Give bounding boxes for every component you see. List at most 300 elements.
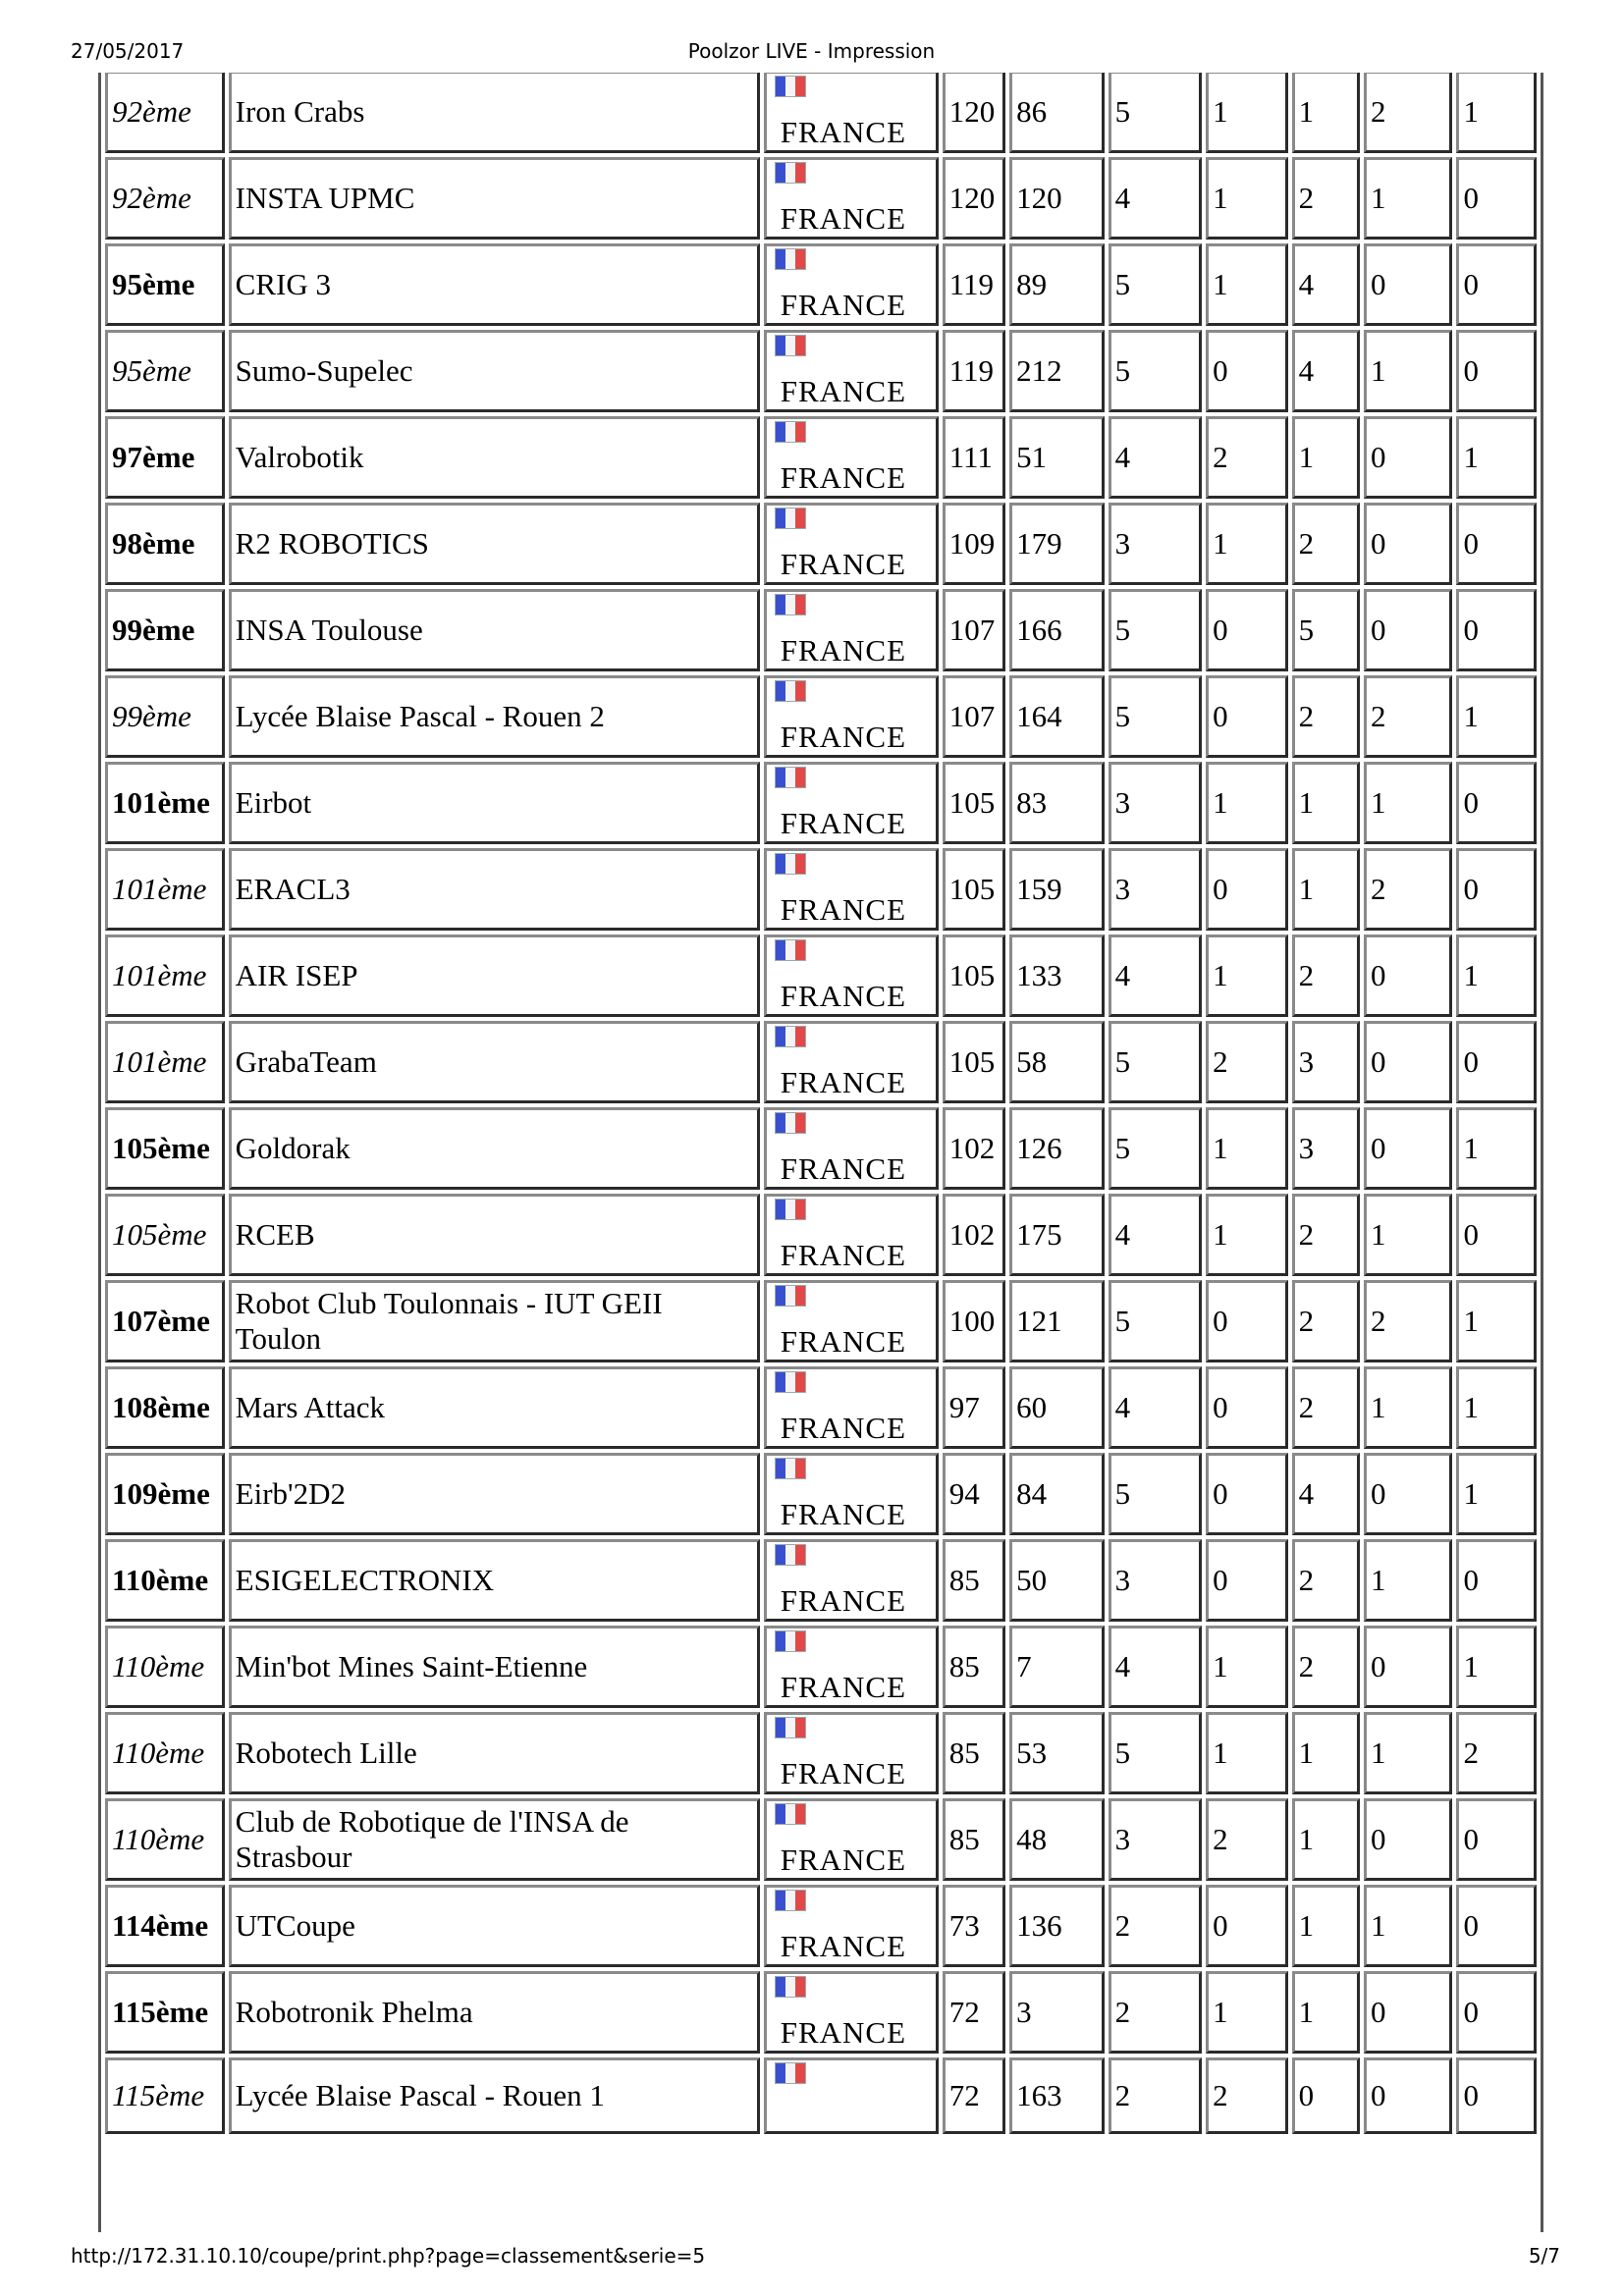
score-cell: 100 — [943, 1280, 1005, 1362]
score-cell: 1 — [1292, 416, 1360, 499]
team-name-cell: CRIG 3 — [229, 243, 760, 326]
table-row — [105, 762, 1537, 844]
score-cell: 2 — [1206, 2057, 1287, 2134]
rank-cell: 105ème — [105, 1194, 225, 1276]
rank-cell: 101ème — [105, 762, 225, 844]
country-label: FRANCE — [780, 1583, 907, 1618]
country-cell — [764, 503, 939, 585]
score-cell: 4 — [1292, 1453, 1360, 1535]
france-flag-icon — [775, 1199, 806, 1220]
rank-cell: 115ème — [105, 1971, 225, 2054]
team-name-cell: Iron Crabs — [229, 73, 760, 153]
table-row — [105, 330, 1537, 412]
table-row — [105, 1280, 1537, 1362]
country-cell — [764, 848, 939, 931]
country-label: FRANCE — [780, 1670, 907, 1704]
rank-cell: 109ème — [105, 1453, 225, 1535]
score-cell: 1 — [1364, 762, 1453, 844]
score-cell: 1 — [1364, 1194, 1453, 1276]
score-cell: 48 — [1009, 1798, 1105, 1881]
table-row — [105, 1885, 1537, 1967]
score-cell: 2 — [1109, 1885, 1203, 1967]
score-cell: 0 — [1456, 157, 1537, 240]
france-flag-icon — [775, 1285, 806, 1307]
score-cell: 1 — [1292, 1971, 1360, 2054]
score-cell: 159 — [1009, 848, 1105, 931]
rank-cell: 95ème — [105, 330, 225, 412]
score-cell: 0 — [1206, 1366, 1287, 1449]
score-cell: 1 — [1456, 1626, 1537, 1708]
team-name-cell: INSTA UPMC — [229, 157, 760, 240]
rank-cell: 107ème — [105, 1280, 225, 1362]
score-cell: 163 — [1009, 2057, 1105, 2134]
score-cell: 1 — [1456, 1107, 1537, 1190]
score-cell: 4 — [1109, 416, 1203, 499]
score-cell: 5 — [1109, 330, 1203, 412]
table-row — [105, 1539, 1537, 1622]
score-cell: 60 — [1009, 1366, 1105, 1449]
score-cell: 105 — [943, 1021, 1005, 1103]
country-cell — [764, 243, 939, 326]
france-flag-icon — [775, 853, 806, 875]
score-cell: 1 — [1206, 503, 1287, 585]
score-cell: 1 — [1206, 1107, 1287, 1190]
country-label: FRANCE — [780, 1756, 907, 1790]
score-cell: 1 — [1364, 157, 1453, 240]
print-header — [0, 39, 1623, 69]
team-name-cell: Robotech Lille — [229, 1712, 760, 1794]
team-name-cell: Sumo-Supelec — [229, 330, 760, 412]
table-row — [105, 503, 1537, 585]
team-name-cell: Club de Robotique de l'INSA de Strasbour — [229, 1798, 760, 1881]
score-cell: 107 — [943, 589, 1005, 671]
score-cell: 2 — [1292, 1194, 1360, 1276]
team-name-cell: Lycée Blaise Pascal - Rouen 2 — [229, 675, 760, 758]
score-cell: 5 — [1109, 73, 1203, 153]
table-row — [105, 1194, 1537, 1276]
score-cell: 166 — [1009, 589, 1105, 671]
team-name-cell: UTCoupe — [229, 1885, 760, 1967]
rank-cell: 95ème — [105, 243, 225, 326]
france-flag-icon — [775, 421, 806, 443]
score-cell: 0 — [1456, 1971, 1537, 2054]
score-cell: 4 — [1292, 330, 1360, 412]
score-cell: 1 — [1206, 1626, 1287, 1708]
france-flag-icon — [775, 1803, 806, 1825]
score-cell: 5 — [1109, 1712, 1203, 1794]
score-cell: 0 — [1292, 2057, 1360, 2134]
score-cell: 0 — [1456, 589, 1537, 671]
team-name-cell: INSA Toulouse — [229, 589, 760, 671]
score-cell: 2 — [1206, 1798, 1287, 1881]
table-row — [105, 1107, 1537, 1190]
country-label: FRANCE — [780, 1065, 907, 1099]
score-cell: 0 — [1364, 1798, 1453, 1881]
score-cell: 4 — [1109, 1194, 1203, 1276]
print-title: Poolzor LIVE - Impression — [687, 39, 936, 63]
table-row — [105, 1453, 1537, 1535]
team-name-cell: Mars Attack — [229, 1366, 760, 1449]
score-cell: 73 — [943, 1885, 1005, 1967]
page-number: 5/7 — [1528, 2244, 1560, 2268]
score-cell: 1 — [1292, 1798, 1360, 1881]
rank-cell: 92ème — [105, 73, 225, 153]
score-cell: 1 — [1292, 1712, 1360, 1794]
france-flag-icon — [775, 507, 806, 529]
country-cell — [764, 330, 939, 412]
score-cell: 2 — [1292, 1626, 1360, 1708]
france-flag-icon — [775, 335, 806, 356]
country-cell — [764, 1539, 939, 1622]
country-label: FRANCE — [780, 1497, 907, 1531]
score-cell: 1 — [1456, 1366, 1537, 1449]
country-cell — [764, 1021, 939, 1103]
score-cell: 0 — [1206, 1885, 1287, 1967]
score-cell: 2 — [1364, 1280, 1453, 1362]
score-cell: 5 — [1109, 1021, 1203, 1103]
table-row — [105, 675, 1537, 758]
score-cell: 1 — [1206, 762, 1287, 844]
score-cell: 1 — [1206, 73, 1287, 153]
score-cell: 51 — [1009, 416, 1105, 499]
score-cell: 0 — [1206, 675, 1287, 758]
country-cell — [764, 157, 939, 240]
score-cell: 85 — [943, 1798, 1005, 1881]
score-cell: 2 — [1364, 848, 1453, 931]
rank-cell: 110ème — [105, 1539, 225, 1622]
score-cell: 111 — [943, 416, 1005, 499]
score-cell: 1 — [1206, 1712, 1287, 1794]
score-cell: 83 — [1009, 762, 1105, 844]
country-label: FRANCE — [780, 1411, 907, 1445]
score-cell: 1 — [1206, 934, 1287, 1017]
score-cell: 119 — [943, 243, 1005, 326]
france-flag-icon — [775, 680, 806, 702]
print-footer — [0, 2244, 1623, 2273]
rank-cell: 99ème — [105, 589, 225, 671]
rank-cell: 101ème — [105, 848, 225, 931]
score-cell: 121 — [1009, 1280, 1105, 1362]
score-cell: 1 — [1456, 416, 1537, 499]
france-flag-icon — [775, 248, 806, 270]
table-row — [105, 243, 1537, 326]
score-cell: 120 — [943, 157, 1005, 240]
score-cell: 0 — [1456, 1539, 1537, 1622]
score-cell: 3 — [1109, 1798, 1203, 1881]
country-cell — [764, 589, 939, 671]
score-cell: 5 — [1109, 243, 1203, 326]
france-flag-icon — [775, 1026, 806, 1047]
team-name-cell: Robotronik Phelma — [229, 1971, 760, 2054]
france-flag-icon — [775, 162, 806, 184]
country-label: FRANCE — [780, 1929, 907, 1963]
score-cell: 0 — [1456, 1885, 1537, 1967]
country-label: FRANCE — [780, 806, 907, 840]
score-cell: 5 — [1109, 589, 1203, 671]
score-cell: 0 — [1364, 1021, 1453, 1103]
score-cell: 1 — [1292, 73, 1360, 153]
team-name-cell: ERACL3 — [229, 848, 760, 931]
score-cell: 84 — [1009, 1453, 1105, 1535]
team-name-cell: Goldorak — [229, 1107, 760, 1190]
rank-cell: 92ème — [105, 157, 225, 240]
rank-cell: 101ème — [105, 934, 225, 1017]
score-cell: 58 — [1009, 1021, 1105, 1103]
score-cell: 0 — [1364, 2057, 1453, 2134]
score-cell: 0 — [1456, 1798, 1537, 1881]
score-cell: 94 — [943, 1453, 1005, 1535]
country-label: FRANCE — [780, 115, 907, 149]
team-name-cell: Lycée Blaise Pascal - Rouen 1 — [229, 2057, 760, 2134]
score-cell: 97 — [943, 1366, 1005, 1449]
score-cell: 1 — [1206, 1971, 1287, 2054]
score-cell: 4 — [1109, 934, 1203, 1017]
rank-cell: 101ème — [105, 1021, 225, 1103]
score-cell: 107 — [943, 675, 1005, 758]
score-cell: 0 — [1364, 1626, 1453, 1708]
country-cell — [764, 73, 939, 153]
score-cell: 2 — [1206, 416, 1287, 499]
table-row — [105, 73, 1537, 153]
team-name-cell: Valrobotik — [229, 416, 760, 499]
country-cell — [764, 1971, 939, 2054]
score-cell: 2 — [1364, 73, 1453, 153]
country-label: FRANCE — [780, 720, 907, 754]
country-cell — [764, 1798, 939, 1881]
table-row — [105, 416, 1537, 499]
score-cell: 120 — [1009, 157, 1105, 240]
score-cell: 0 — [1206, 848, 1287, 931]
score-cell: 119 — [943, 330, 1005, 412]
score-cell: 3 — [1109, 762, 1203, 844]
score-cell: 0 — [1206, 1539, 1287, 1622]
page-url: http://172.31.10.10/coupe/print.php?page=classement&serie=5 — [71, 2244, 706, 2268]
score-cell: 175 — [1009, 1194, 1105, 1276]
score-cell: 2 — [1292, 675, 1360, 758]
france-flag-icon — [775, 1458, 806, 1479]
score-cell: 0 — [1364, 1971, 1453, 2054]
country-label: FRANCE — [780, 2015, 907, 2050]
score-cell: 0 — [1206, 1453, 1287, 1535]
score-cell: 0 — [1456, 848, 1537, 931]
country-label: FRANCE — [780, 288, 907, 322]
score-cell: 5 — [1109, 1107, 1203, 1190]
score-cell: 1 — [1206, 243, 1287, 326]
score-cell: 0 — [1206, 589, 1287, 671]
score-cell: 1 — [1456, 1453, 1537, 1535]
score-cell: 3 — [1109, 503, 1203, 585]
country-cell — [764, 934, 939, 1017]
table-row — [105, 1021, 1537, 1103]
table-row — [105, 1971, 1537, 2054]
score-cell: 102 — [943, 1107, 1005, 1190]
country-cell — [764, 2057, 939, 2134]
score-cell: 179 — [1009, 503, 1105, 585]
table-row — [105, 848, 1537, 931]
country-cell — [764, 416, 939, 499]
score-cell: 5 — [1109, 1453, 1203, 1535]
country-label: FRANCE — [780, 201, 907, 236]
score-cell: 2 — [1109, 2057, 1203, 2134]
country-label: FRANCE — [780, 547, 907, 581]
score-cell: 3 — [1292, 1021, 1360, 1103]
france-flag-icon — [775, 1371, 806, 1393]
score-cell: 1 — [1364, 1712, 1453, 1794]
score-cell: 1 — [1292, 848, 1360, 931]
rank-cell: 97ème — [105, 416, 225, 499]
table-row — [105, 157, 1537, 240]
rank-cell: 110ème — [105, 1712, 225, 1794]
score-cell: 1 — [1456, 1280, 1537, 1362]
team-name-cell: Eirb'2D2 — [229, 1453, 760, 1535]
score-cell: 2 — [1292, 157, 1360, 240]
country-cell — [764, 1107, 939, 1190]
france-flag-icon — [775, 594, 806, 615]
france-flag-icon — [775, 1890, 806, 1911]
score-cell: 86 — [1009, 73, 1105, 153]
france-flag-icon — [775, 2062, 806, 2084]
score-cell: 3 — [1109, 1539, 1203, 1622]
score-cell: 89 — [1009, 243, 1105, 326]
score-cell: 1 — [1364, 330, 1453, 412]
country-label: FRANCE — [780, 1842, 907, 1877]
france-flag-icon — [775, 1544, 806, 1566]
score-cell: 0 — [1456, 330, 1537, 412]
score-cell: 136 — [1009, 1885, 1105, 1967]
score-cell: 3 — [1292, 1107, 1360, 1190]
ranking-table-wrapper — [98, 73, 1543, 2232]
score-cell: 85 — [943, 1712, 1005, 1794]
country-label: FRANCE — [780, 460, 907, 495]
rank-cell: 105ème — [105, 1107, 225, 1190]
country-cell — [764, 1194, 939, 1276]
score-cell: 0 — [1364, 589, 1453, 671]
score-cell: 1 — [1292, 1885, 1360, 1967]
score-cell: 2 — [1292, 1366, 1360, 1449]
table-row — [105, 934, 1537, 1017]
france-flag-icon — [775, 76, 806, 97]
score-cell: 2 — [1109, 1971, 1203, 2054]
country-label: FRANCE — [780, 633, 907, 667]
country-cell — [764, 1712, 939, 1794]
score-cell: 0 — [1456, 243, 1537, 326]
score-cell: 72 — [943, 1971, 1005, 2054]
score-cell: 4 — [1109, 1626, 1203, 1708]
country-label: FRANCE — [780, 892, 907, 927]
score-cell: 5 — [1109, 1280, 1203, 1362]
score-cell: 0 — [1364, 503, 1453, 585]
score-cell: 120 — [943, 73, 1005, 153]
score-cell: 7 — [1009, 1626, 1105, 1708]
rank-cell: 110ème — [105, 1798, 225, 1881]
score-cell: 50 — [1009, 1539, 1105, 1622]
team-name-cell: ESIGELECTRONIX — [229, 1539, 760, 1622]
score-cell: 0 — [1206, 1280, 1287, 1362]
score-cell: 2 — [1292, 503, 1360, 585]
table-row — [105, 2057, 1537, 2134]
table-row — [105, 1798, 1537, 1881]
score-cell: 0 — [1206, 330, 1287, 412]
score-cell: 105 — [943, 762, 1005, 844]
score-cell: 0 — [1456, 1194, 1537, 1276]
score-cell: 3 — [1109, 848, 1203, 931]
score-cell: 2 — [1364, 675, 1453, 758]
score-cell: 4 — [1109, 1366, 1203, 1449]
score-cell: 105 — [943, 934, 1005, 1017]
score-cell: 5 — [1292, 589, 1360, 671]
ranking-table — [101, 73, 1541, 2138]
score-cell: 1 — [1364, 1366, 1453, 1449]
score-cell: 85 — [943, 1626, 1005, 1708]
team-name-cell: Robot Club Toulonnais - IUT GEII Toulon — [229, 1280, 760, 1362]
rank-cell: 108ème — [105, 1366, 225, 1449]
score-cell: 105 — [943, 848, 1005, 931]
country-cell — [764, 1885, 939, 1967]
score-cell: 3 — [1009, 1971, 1105, 2054]
score-cell: 109 — [943, 503, 1005, 585]
score-cell: 2 — [1292, 1280, 1360, 1362]
team-name-cell: Eirbot — [229, 762, 760, 844]
print-date: 27/05/2017 — [71, 39, 185, 63]
rank-cell: 110ème — [105, 1626, 225, 1708]
country-label: FRANCE — [780, 1324, 907, 1359]
team-name-cell: RCEB — [229, 1194, 760, 1276]
france-flag-icon — [775, 1630, 806, 1652]
country-cell — [764, 1626, 939, 1708]
score-cell: 164 — [1009, 675, 1105, 758]
score-cell: 72 — [943, 2057, 1005, 2134]
team-name-cell: Min'bot Mines Saint-Etienne — [229, 1626, 760, 1708]
country-cell — [764, 1366, 939, 1449]
score-cell: 133 — [1009, 934, 1105, 1017]
france-flag-icon — [775, 1976, 806, 1998]
score-cell: 1 — [1456, 73, 1537, 153]
country-label: FRANCE — [780, 374, 907, 408]
country-cell — [764, 762, 939, 844]
score-cell: 1 — [1456, 934, 1537, 1017]
score-cell: 0 — [1456, 1021, 1537, 1103]
score-cell: 0 — [1364, 934, 1453, 1017]
table-row — [105, 1626, 1537, 1708]
country-cell — [764, 1280, 939, 1362]
france-flag-icon — [775, 1717, 806, 1738]
france-flag-icon — [775, 1112, 806, 1134]
table-row — [105, 1712, 1537, 1794]
country-cell — [764, 1453, 939, 1535]
team-name-cell: AIR ISEP — [229, 934, 760, 1017]
country-cell — [764, 675, 939, 758]
score-cell: 2 — [1206, 1021, 1287, 1103]
score-cell: 85 — [943, 1539, 1005, 1622]
rank-cell: 115ème — [105, 2057, 225, 2134]
score-cell: 0 — [1456, 503, 1537, 585]
table-row — [105, 1366, 1537, 1449]
score-cell: 2 — [1292, 934, 1360, 1017]
score-cell: 1 — [1364, 1539, 1453, 1622]
score-cell: 1 — [1456, 675, 1537, 758]
score-cell: 0 — [1456, 2057, 1537, 2134]
score-cell: 2 — [1456, 1712, 1537, 1794]
score-cell: 1 — [1364, 1885, 1453, 1967]
score-cell: 0 — [1456, 762, 1537, 844]
score-cell: 102 — [943, 1194, 1005, 1276]
score-cell: 1 — [1292, 762, 1360, 844]
rank-cell: 98ème — [105, 503, 225, 585]
rank-cell: 99ème — [105, 675, 225, 758]
team-name-cell: GrabaTeam — [229, 1021, 760, 1103]
team-name-cell: R2 ROBOTICS — [229, 503, 760, 585]
country-label: FRANCE — [780, 979, 907, 1013]
